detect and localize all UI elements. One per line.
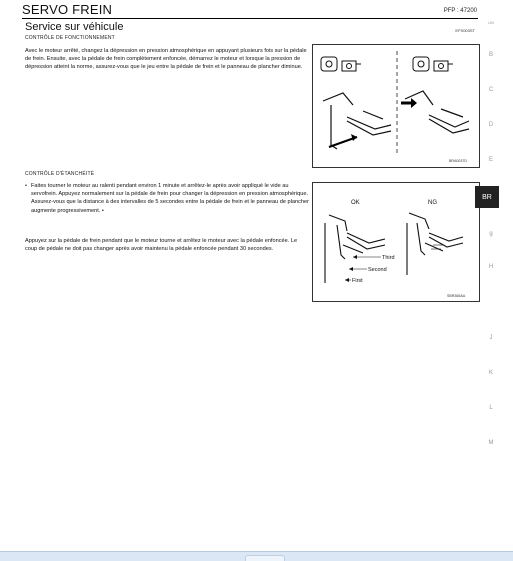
bottom-toolbar-tab[interactable] bbox=[245, 555, 285, 561]
operation-check-heading: CONTRÔLE DE FONCTIONNEMENT bbox=[25, 35, 115, 41]
side-index-un[interactable]: UN bbox=[488, 20, 494, 25]
operation-check-figure-code: BRA0037D bbox=[449, 159, 467, 163]
brake-pedal-left bbox=[323, 93, 391, 149]
third-label: Third bbox=[382, 255, 395, 261]
leak-check-figure-code: SBR365AA bbox=[447, 294, 466, 298]
side-index-br-active[interactable]: BR bbox=[475, 186, 499, 208]
side-index-g[interactable]: g bbox=[489, 231, 493, 237]
second-label: Second bbox=[368, 267, 387, 273]
booster-gauge-icon-right bbox=[413, 57, 453, 71]
section-title: Service sur véhicule bbox=[25, 21, 124, 33]
side-index-j[interactable]: J bbox=[489, 335, 493, 341]
side-index-l[interactable]: L bbox=[489, 405, 493, 411]
bullet-marker: • bbox=[25, 183, 27, 189]
leak-check-figure bbox=[312, 182, 480, 302]
header-divider bbox=[22, 18, 478, 19]
ok-label: OK bbox=[351, 200, 360, 206]
ng-pedal-drawing bbox=[407, 213, 463, 275]
booster-gauge-icon-left bbox=[321, 57, 361, 71]
page-header-title: SERVO FREIN bbox=[22, 2, 113, 17]
operation-check-illustration bbox=[313, 45, 479, 167]
operation-check-text: Avec le moteur arrêté, changez la dépression en pression atmosphérique en appuyant plusieurs fois sur la pédale de frein. Ensuite, avec la pédale de frein complètement enfoncée, démarrez le moteur et lorsque la pression de dépression atteint la norme, assurez-vous que le jeu entre la pédale de frein et le panneau de plancher diminue. bbox=[25, 48, 307, 71]
leak-check-heading: CONTRÔLE D'ÉTANCHÉITÉ bbox=[25, 171, 95, 177]
ng-label: NG bbox=[428, 200, 437, 206]
leak-check-illustration bbox=[313, 183, 479, 301]
side-index-b[interactable]: B bbox=[488, 52, 493, 58]
section-code: EFS003ST bbox=[455, 28, 475, 33]
side-index-e[interactable]: E bbox=[488, 157, 493, 163]
operation-check-figure bbox=[312, 44, 480, 168]
first-label: First bbox=[352, 278, 363, 284]
leak-check-bullet-text: Faites tourner le moteur au ralenti pendant environ 1 minute et arrêtez-le après avoir appliqué le vide au servofrein. Appuyez normalement sur la pédale de frein pour changer la dépression en pression atmosphérique. Assurez-vous que la distance à des intervalles de 5 secondes entre la pédale de frein et le panneau de plancher augmente progressivement. • bbox=[31, 183, 310, 214]
leak-check-text: Appuyez sur la pédale de frein pendant que le moteur tourne et arrêtez le moteur avec la pédale enfoncée. Le coup de pédale ne doit pas changer après avoir maintenu la pédale enfoncée pendant 30 secondes. bbox=[25, 238, 298, 253]
side-index-k[interactable]: K bbox=[488, 370, 493, 376]
side-index-c[interactable]: C bbox=[488, 87, 494, 93]
side-index-h[interactable]: H bbox=[488, 264, 494, 270]
pfp-code: PFP : 47200 bbox=[443, 8, 477, 14]
side-index-d[interactable]: D bbox=[488, 122, 494, 128]
brake-pedal-right bbox=[405, 91, 469, 133]
side-index-m[interactable]: M bbox=[488, 440, 494, 446]
